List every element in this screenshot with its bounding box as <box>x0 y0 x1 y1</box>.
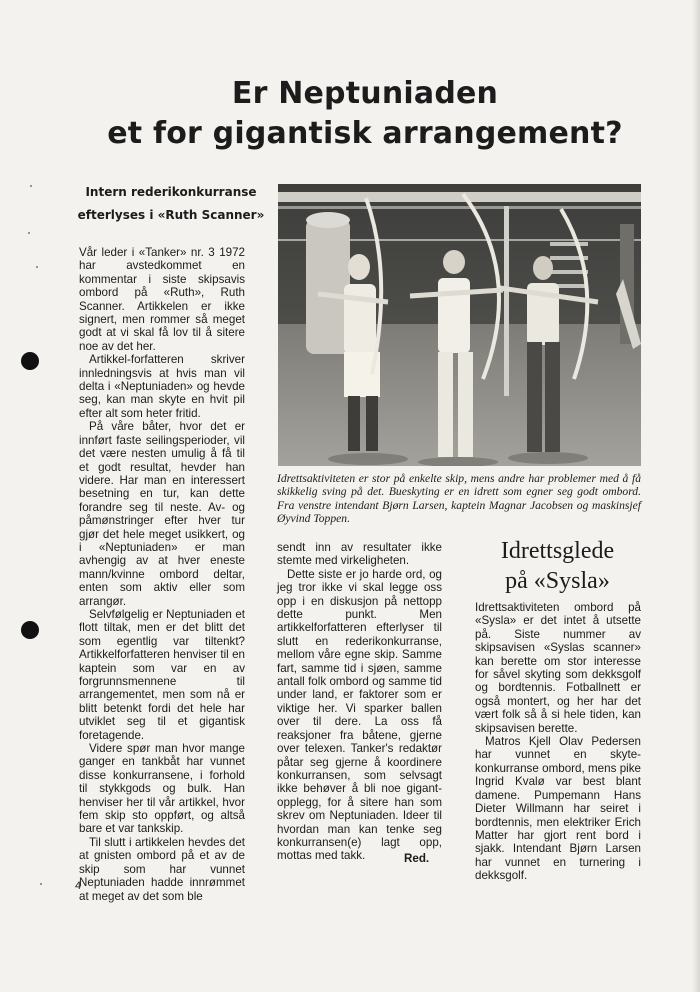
archery-photo-illustration <box>278 184 641 466</box>
page-edge-shadow <box>692 0 700 992</box>
paper-speck <box>28 232 30 234</box>
headline-line: et for gigantisk arrangement? <box>107 116 623 151</box>
article-paragraph: Dette siste er jo harde ord, og jeg tror ikke vi skal legge oss opp i en diskusjon på nettopp dette punkt. Men artikkelforfatteren efterlyser til slutt en rederikonkurranse, mellom våre egne skip. Samme fart, samme tid i sjøen, samme antall folk ombord og samme tid under land, er faktorer som er viktige her. Vi sparker ballen over til dere. La oss få reaksjoner fra båtene, gjerne over telexen. Tanker's redaktør påtar seg gjerne å koordinere konkurransen, som selvsagt ikke behøver å bli noe gigant-opplegg, for å sitere han som skrev om Neptuniaden. Ideer til hvordan man kan tenke seg konkurransen(e) lagt opp, mottas med takk. <box>277 567 442 863</box>
paper-speck <box>30 185 32 187</box>
sidebar-column <box>475 601 641 883</box>
headline-line: Er Neptuniaden <box>231 76 499 111</box>
article-paragraph: Videre spør man hvor mange ganger en tankbåt har vunnet disse konkurransene, i forhold til stykkgods og bulk. Han henviser her til vår artikkel, hvor fem skip sto oppført, og altså bare et var tankskip. <box>79 742 245 836</box>
article-column-1 <box>79 246 245 903</box>
article-paragraph: Vår leder i «Tanker» nr. 3 1972 har avstedkommet en kommentar i siste skipsavis ombord på «Ruth», Ruth Scanner. Artikkelen er ikke signert, men rommer så meget godt at vi skal få lov til å sitere noe av det her. <box>79 246 245 353</box>
sidebar-paragraph: Matros Kjell Olav Pedersen har vunnet en skyte-konkurranse ombord, mens pike Ingrid Kvalø var best blant damene. Pumpemann Hans Dieter Willmann har seiret i bordtennis, men elektriker Erich Matter har gjort rent bord i sjakk. Intendant Bjørn Larsen har vunnet en turnering i dekksgolf. <box>475 735 641 883</box>
article-paragraph: Selvfølgelig er Neptuniaden et flott tiltak, men er det blitt det som egentlig var tiltenkt? Artikkelforfatteren henviser til en kaptein som var en av forgrunnsmennene til arrangementet, men som nå er blitt betenkt fordi det hele har utviklet seg til et gigantisk foretagende. <box>79 607 245 742</box>
article-kicker <box>76 181 266 227</box>
punch-hole <box>21 352 39 370</box>
sidebar-title-line: på «Sysla» <box>505 568 610 594</box>
kicker-line: efterlyses i «Ruth Scanner» <box>77 208 265 222</box>
article-paragraph: sendt inn av resultater ikke stemte med virkeligheten. <box>277 541 442 568</box>
article-headline <box>60 74 670 154</box>
paper-speck <box>40 883 42 885</box>
article-signature: Red. <box>404 852 430 865</box>
punch-hole <box>21 621 39 639</box>
article-paragraph: Artikkel-forfatteren skriver innledningsvis at hvis man vil delta i «Neptuniaden» og hevde seg, kan man skyte en hvit pil efter alt som heter fritid. <box>79 353 245 420</box>
page-number: 4 <box>75 880 82 892</box>
sidebar-title-line: Idrettsglede <box>500 538 615 564</box>
sidebar-paragraph: Idrettsaktiviteten ombord på «Sysla» er det intet å utsette på. Siste nummer av skipsavisen «Syslas scanner» kan berette om stor interesse for såvel skyting som dekksgolf og bordtennis. Fotballnett er også montert, og her har det vært folk så å si hele tiden, kan skipsavisen berette. <box>475 601 641 735</box>
article-paragraph: På våre båter, hvor det er innført faste seilingsperioder, vil det være nesten umulig å få til et godt resultat, hevder han videre. Har man en interessert besetning en tur, kan dette forandre seg til neste. Av- og påmønstringer efter hver tur gjør det hele meget usikkert, og i «Neptuniaden» er man avhengig av at hver eneste mann/kvinne ombord deltar, enten som aktiv eller som arrangør. <box>79 420 245 608</box>
article-column-2 <box>277 541 442 863</box>
archery-photo <box>278 184 641 466</box>
sidebar-title <box>470 536 645 596</box>
article-paragraph: Til slutt i artikkelen hevdes det at gnisten ombord på et av de skip som har vunnet Neptuniaden hadde innrømmet at meget av det som ble <box>79 835 245 903</box>
paper-speck <box>36 266 38 268</box>
kicker-line: Intern rederikonkurranse <box>85 185 257 199</box>
photo-caption: Idrettsaktiviteten er stor på enkelte skip, mens andre har problemer med å få skikkelig sving på det. Bueskyting er en idrett som egner seg godt ombord. Fra venstre intendant Bjørn Larsen, kaptein Magnar Jacobsen og maskinsjef Øyvind Toppen. <box>277 472 641 526</box>
